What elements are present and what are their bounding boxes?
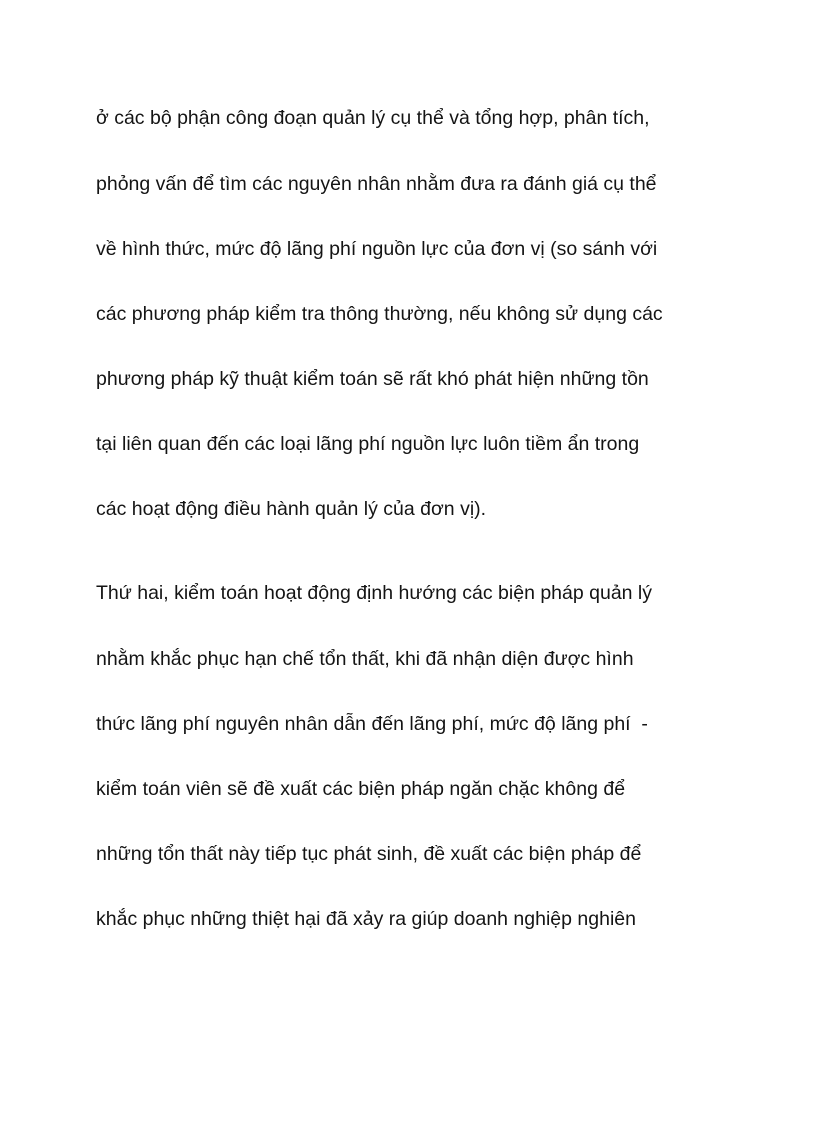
text-line: ở các bộ phận công đoạn quản lý cụ thể và tổng hợp, phân tích, — [96, 107, 650, 129]
text-line: những tổn thất này tiếp tục phát sinh, đề xuất các biện pháp để — [96, 843, 642, 865]
text-line: nhằm khắc phục hạn chế tổn thất, khi đã nhận diện được hình — [96, 648, 634, 670]
text-line: phương pháp kỹ thuật kiểm toán sẽ rất khó phát hiện những tồn — [96, 368, 649, 390]
text-line: các phương pháp kiểm tra thông thường, nếu không sử dụng các — [96, 303, 663, 325]
text-line: về hình thức, mức độ lãng phí nguồn lực của đơn vị (so sánh với — [96, 238, 658, 260]
text-line: thức lãng phí nguyên nhân dẫn đến lãng phí, mức độ lãng phí - — [96, 713, 648, 735]
text-line: phỏng vấn để tìm các nguyên nhân nhằm đưa ra đánh giá cụ thể — [96, 173, 657, 195]
text-line: kiểm toán viên sẽ đề xuất các biện pháp ngăn chặc không để — [96, 778, 626, 800]
text-line: tại liên quan đến các loại lãng phí nguồn lực luôn tiềm ẩn trong — [96, 433, 640, 455]
text-line: các hoạt động điều hành quản lý của đơn vị). — [96, 498, 487, 520]
text-line: khắc phục những thiệt hại đã xảy ra giúp doanh nghiệp nghiên — [96, 908, 636, 930]
text-line: Thứ hai, kiểm toán hoạt động định hướng các biện pháp quản lý — [96, 582, 653, 604]
